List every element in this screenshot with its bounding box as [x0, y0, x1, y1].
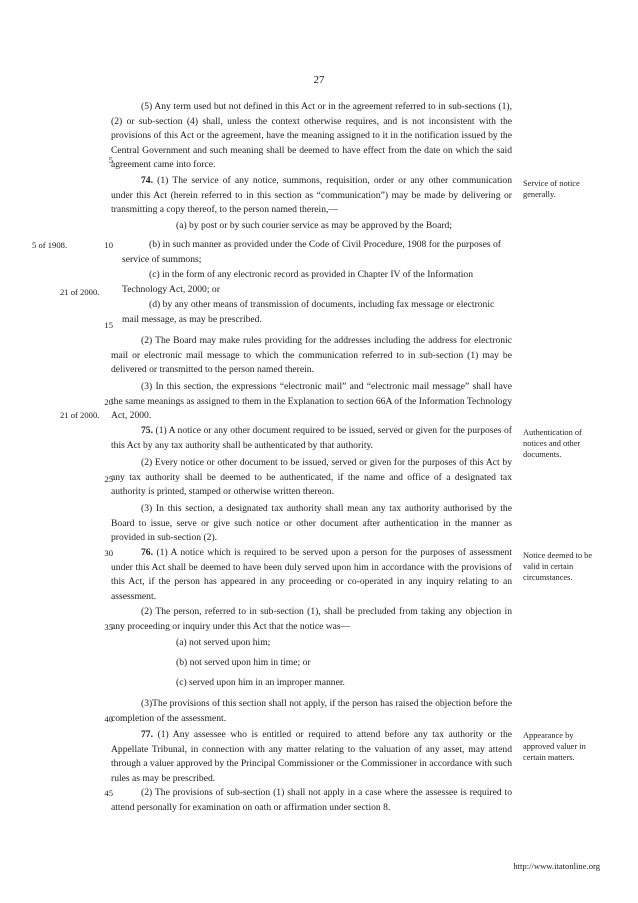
line-number: 30: [104, 548, 113, 558]
line-number: 20: [104, 397, 113, 407]
section-76-b: (b) not served upon him in time; or: [176, 657, 311, 668]
section-74-1: 74. (1) The service of any notice, summons, requisition, order or any other communication under this Act (herein referred to in this section as “communication”) may be made by delivering or transmitting a copy thereof, to the person named therein,—: [111, 175, 512, 216]
line-number: 15: [104, 320, 113, 330]
section-76-a: (a) not served upon him;: [176, 637, 271, 648]
marginal-note-77: Appearance by approved valuer in certain matters.: [523, 731, 586, 762]
section-74-b: (b) in such manner as provided under the Code of Civil Procedure, 1908 for the purposes of service of summons;: [122, 239, 501, 265]
paragraph-5-5: (5) Any term used but not defined in this Act or in the agreement referred to in sub-sections (1), (2) or sub-section (4) shall, unless the context otherwise requires, and is not inconsistent with the provisions of this Act or the agreement, have the meaning assigned to it in the notification issued by the Central Government and such meaning shall be deemed to have effect from the date on which the said agreement came into force.: [111, 101, 512, 171]
line-number: 45: [104, 788, 113, 798]
line-number: 25: [104, 474, 113, 484]
section-74-2: (2) The Board may make rules providing for the addresses including the address for electronic mail or electronic mail message to which the communication referred to in sub-section (1) may be delivered or transmitted to the person named therein.: [111, 335, 512, 376]
statute-reference: 21 of 2000.: [60, 287, 100, 297]
marginal-note-75: Authentication of notices and other documents.: [523, 428, 582, 459]
section-77-2: (2) The provisions of sub-section (1) shall not apply in a case where the assessee is required to attend personally for examination on oath or affirmation under section 8.: [111, 787, 512, 813]
section-76-c: (c) served upon him in an improper manner.: [176, 677, 345, 688]
section-75-3: (3) In this section, a designated tax authority shall mean any tax authority authorised by the Board to issue, serve or give such notice or other document after authentication in the manner as provided in sub-section (2).: [111, 503, 512, 544]
section-74-d: (d) by any other means of transmission of documents, including fax message or electronic mail message, as may be prescribed.: [122, 299, 495, 325]
section-76-3: (3)The provisions of this section shall not apply, if the person has raised the objection before the completion of the assessment.: [111, 698, 512, 724]
section-number-76: 76.: [141, 547, 153, 558]
section-74-3: (3) In this section, the expressions “electronic mail” and “electronic mail message” shall have the same meanings as assigned to them in the Explanation to section 66A of the Information Technology Act, 2000.: [111, 381, 512, 422]
marginal-note-74: Service of notice generally.: [523, 179, 580, 199]
section-74-c: (c) in the form of any electronic record as provided in Chapter IV of the Information Technology Act, 2000; or: [122, 269, 474, 295]
section-75-2: (2) Every notice or other document to be issued, served or given for the purposes of this Act by any tax authority shall be deemed to be authenticated, if the name and office of a designated tax authority is printed, stamped or otherwise written thereon.: [111, 457, 512, 498]
marginal-note-76: Notice deemed to be valid in certain circumstances.: [523, 551, 593, 582]
section-number-77: 77.: [141, 729, 153, 740]
section-number-74: 74.: [141, 175, 153, 186]
line-number: 10: [104, 240, 113, 250]
statute-reference: 5 of 1908.: [32, 240, 68, 250]
page-number: 27: [313, 74, 325, 86]
statute-reference: 21 of 2000.: [60, 410, 100, 420]
section-number-75: 75.: [141, 425, 153, 436]
line-number: 40: [104, 714, 113, 724]
section-76-2: (2) The person, referred to in sub-section (1), shall be precluded from taking any objection in any proceeding or inquiry under this Act that the notice was—: [111, 606, 512, 632]
section-74-a: (a) by post or by such courier service as may be approved by the Board;: [176, 220, 452, 231]
footer-url: http://www.itatonline.org: [513, 861, 600, 871]
section-76-1: 76. (1) A notice which is required to be served upon a person for the purposes of assessment under this Act shall be deemed to have been duly served upon him in accordance with the provisions of this Act, if the person has appeared in any proceeding or co-operated in any inquiry relating to an assessment.: [111, 547, 512, 602]
line-number: 5: [108, 155, 113, 165]
section-75-1: 75. (1) A notice or any other document required to be issued, served or given for the purposes of this Act by any tax authority shall be authenticated by that authority.: [111, 425, 512, 451]
section-77-1: 77. (1) Any assessee who is entitled or required to attend before any tax authority or the Appellate Tribunal, in connection with any matter relating to the valuation of any asset, may attend through a valuer approved by the Principal Commissioner or the Commissioner in accordance with such rules as may be prescribed.: [111, 729, 512, 784]
line-number: 35: [104, 622, 113, 632]
